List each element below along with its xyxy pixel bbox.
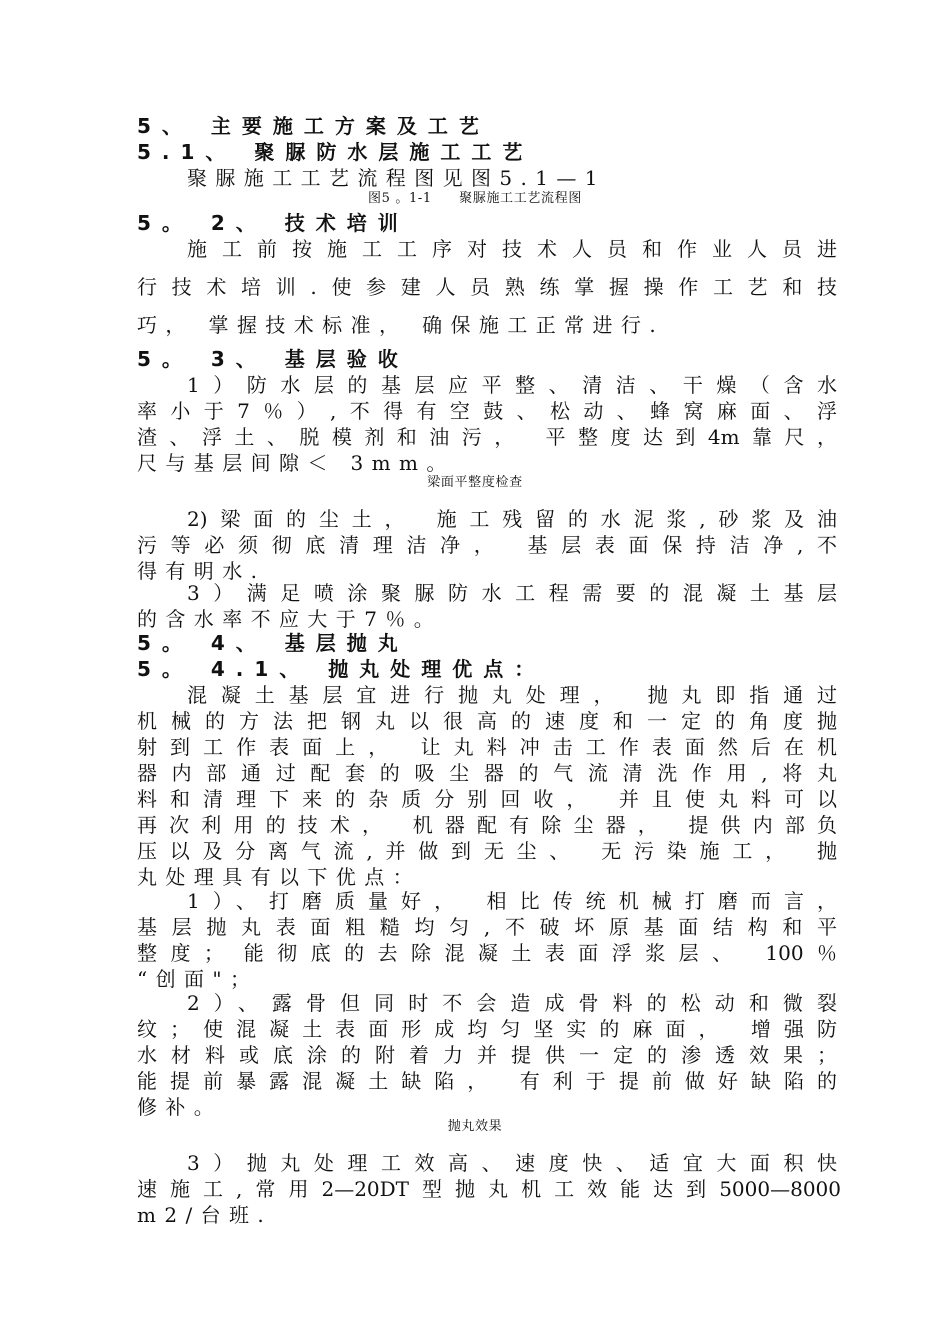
heading-5: 5、 主要施工方案及工艺	[137, 114, 490, 138]
training-line: 行技术培训.使参建人员熟练掌握操作工艺和技	[137, 275, 837, 299]
acceptance-3-line: 3）满足喷涂聚脲防水工程需要的混凝土基层	[187, 581, 837, 605]
figure-caption-5-1-1: 图5 。1-1 聚脲施工工艺流程图	[367, 191, 583, 206]
advantage-2-line: 纹；使混凝土表面形成均匀坚实的麻面， 增强防	[137, 1017, 837, 1041]
heading-5-2: 5。 2、 技术培训	[137, 211, 409, 235]
heading-5-3: 5。 3、 基层验收	[137, 347, 409, 371]
shot-blast-intro-line: 丸处理具有以下优点：	[137, 865, 421, 889]
acceptance-1-line: 率小于7％）,不得有空鼓、松动、蜂窝麻面、浮	[137, 399, 837, 423]
advantage-3-line: m2/台班.	[137, 1203, 273, 1227]
acceptance-3-line: 的含水率不应大于7％。	[137, 607, 443, 631]
acceptance-2-line: 污等必须彻底清理洁净， 基层表面保持洁净,不	[137, 533, 837, 557]
acceptance-1-line: 渣、浮土、脱模剂和油污， 平整度达到4m靠尺，	[137, 425, 837, 449]
heading-5-4: 5。 4、 基层抛丸	[137, 631, 409, 655]
flow-chart-reference: 聚脲施工工艺流程图见图5.1—1	[187, 166, 606, 190]
advantage-3-line: 3）抛丸处理工效高、速度快、适宜大面积快	[187, 1151, 837, 1175]
advantage-1-line: 整度； 能彻底的去除混凝土表面浮浆层、 100％	[137, 941, 837, 965]
advantage-3-line: 速施工,常用2—20DT型抛丸机工效能达到5000—8000	[137, 1177, 841, 1201]
flatness-check-caption: 梁面平整度检查	[427, 475, 523, 490]
training-line: 施工前按施工工序对技术人员和作业人员进	[187, 237, 837, 261]
advantage-2-line: 能提前暴露混凝土缺陷， 有利于提前做好缺陷的	[137, 1069, 837, 1093]
advantage-1-line: “创面"；	[137, 967, 259, 991]
shot-blast-intro-line: 器内部通过配套的吸尘器的气流清洗作用,将丸	[137, 761, 837, 785]
acceptance-2-line: 2)梁面的尘土， 施工残留的水泥浆,砂浆及油	[187, 507, 837, 531]
advantage-1-line: 1）、打磨质量好， 相比传统机械打磨而言，	[187, 889, 837, 913]
advantage-2-line: 2）、露骨但同时不会造成骨料的松动和微裂	[187, 991, 837, 1015]
shot-blast-effect-caption: 抛丸效果	[447, 1119, 503, 1134]
heading-5-1: 5.1、 聚脲防水层施工工艺	[137, 140, 534, 164]
training-line: 巧， 掌握技术标准， 确保施工正常进行.	[137, 313, 665, 337]
advantage-2-line: 修补。	[137, 1095, 223, 1119]
shot-blast-intro-line: 混凝土基层宜进行抛丸处理， 抛丸即指通过	[187, 683, 837, 707]
advantage-2-line: 水材料或底涂的附着力并提供一定的渗透效果；	[137, 1043, 837, 1067]
acceptance-2-line: 得有明水.	[137, 559, 266, 583]
shot-blast-intro-line: 料和清理下来的杂质分别回收， 并且使丸料可以	[137, 787, 837, 811]
heading-5-4-1: 5。 4.1、 抛丸处理优点：	[137, 657, 546, 681]
acceptance-1-line: 1）防水层的基层应平整、清洁、干燥（含水	[187, 373, 837, 397]
shot-blast-intro-line: 射到工作表面上， 让丸料冲击工作表面然后在机	[137, 735, 837, 759]
shot-blast-intro-line: 再次利用的技术， 机器配有除尘器， 提供内部负	[137, 813, 837, 837]
shot-blast-intro-line: 机械的方法把钢丸以很高的速度和一定的角度抛	[137, 709, 837, 733]
acceptance-1-line: 尺与基层间隙＜ 3mm。	[137, 451, 455, 475]
advantage-1-line: 基层抛丸表面粗糙均匀,不破坏原基面结构和平	[137, 915, 837, 939]
shot-blast-intro-line: 压以及分离气流,并做到无尘、 无污染施工， 抛	[137, 839, 837, 863]
